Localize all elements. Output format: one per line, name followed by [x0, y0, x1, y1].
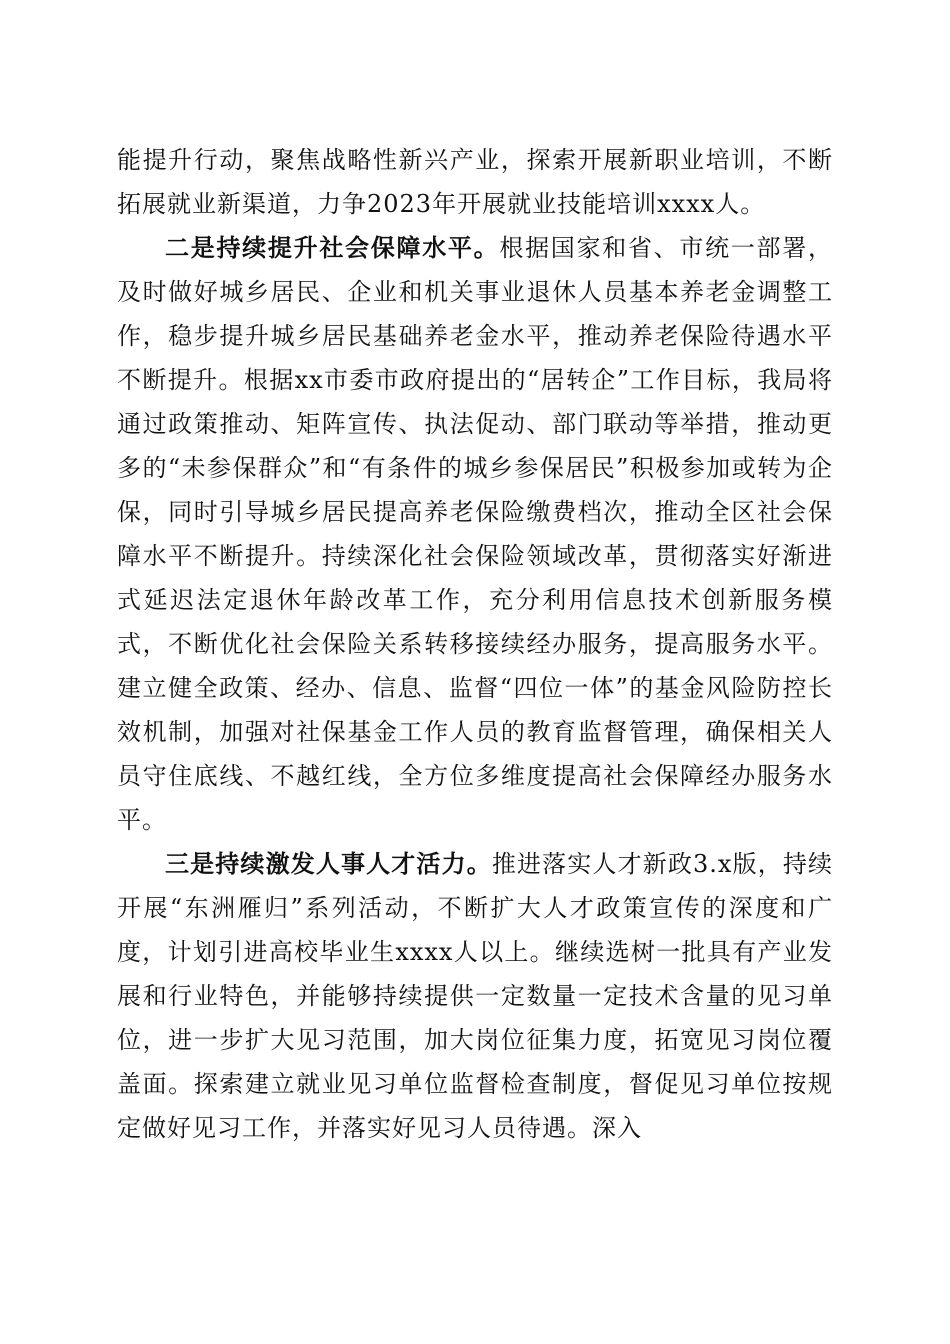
paragraph-text: 能提升行动，聚焦战略性新兴产业，探索开展新职业培训，不断拓展就业新渠道，力争2023年开展就业技能培训xxxx人。: [117, 146, 833, 218]
paragraph-text: 根据国家和省、市统一部署，及时做好城乡居民、企业和机关事业退休人员基本养老金调整工作，稳步提升城乡居民基础养老金水平，推动养老保险待遇水平不断提升。根据xx市委市政府提出的“居转企”工作目标，我局将通过政策推动、矩阵宣传、执法促动、部门联动等举措，推动更多的“未参保群众”和“有条件的城乡参保居民”积极参加或转为企保，同时引导城乡居民提高养老保险缴费档次，推动全区社会保障水平不断提升。持续深化社会保险领域改革，贯彻落实好渐进式延迟法定退休年龄改革工作，充分利用信息技术创新服务模式，不断优化社会保险关系转移接续经办服务，提高服务水平。建立健全政策、经办、信息、监督“四位一体”的基金风险防控长效机制，加强对社保基金工作人员的教育监督管理，确保相关人员守住底线、不越红线，全方位多维度提高社会保障经办服务水平。: [117, 234, 833, 834]
paragraph-heading: 二是持续提升社会保障水平。: [165, 234, 500, 262]
paragraph-continuation: [117, 138, 833, 226]
document-body: [117, 138, 833, 1150]
paragraph-talent: [117, 842, 833, 1150]
paragraph-text: 推进落实人才新政3.x版，持续开展“东洲雁归”系列活动，不断扩大人才政策宣传的深度和广度，计划引进高校毕业生xxxx人以上。继续选树一批具有产业发展和行业特色，并能够持续提供一定数量一定技术含量的见习单位，进一步扩大见习范围，加大岗位征集力度，拓宽见习岗位覆盖面。探索建立就业见习单位监督检查制度，督促见习单位按规定做好见习工作，并落实好见习人员待遇。深入: [117, 850, 834, 1142]
paragraph-social-security: [117, 226, 833, 842]
paragraph-heading: 三是持续激发人事人才活力。: [165, 850, 492, 878]
